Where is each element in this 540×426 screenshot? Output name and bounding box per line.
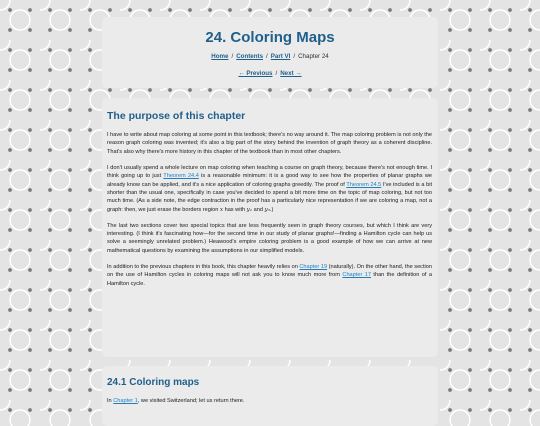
breadcrumb-separator: / [266, 53, 268, 60]
section-heading: The purpose of this chapter [107, 110, 246, 122]
breadcrumb [102, 53, 438, 60]
chapter-1-link[interactable]: Chapter 1 [113, 398, 138, 404]
paragraph-text: , we visited Switzerland; let us return there. [137, 398, 245, 404]
paragraph-text: I don't usually spend a whole lecture on map coloring when teaching a course on graph theory, because there's not enough time. I think going up to just [107, 164, 432, 180]
coloring-maps-section [102, 366, 438, 426]
paragraph-text: is a reasonable minimum: it is a good way to see how the properties of planar graphs we already know can be applied, and it's a nice application of coloring graphs greedily. The proof of [107, 173, 432, 188]
chapter-purpose-section [102, 98, 438, 357]
paragraph-text: than the definition of a Hamilton cycle. [107, 272, 432, 287]
theorem-24-4-link[interactable]: Theorem 24.4 [163, 173, 199, 180]
page-title: 24. Coloring Maps [205, 29, 335, 46]
paragraph-text: has with [223, 206, 247, 213]
chapter-19-link[interactable]: Chapter 19 [299, 263, 328, 270]
paragraph-text: and [252, 206, 265, 213]
paragraph-text: .) [269, 206, 274, 213]
chapter-pager [102, 70, 438, 77]
breadcrumb-home-link[interactable]: Home [211, 53, 229, 60]
chapter-header [102, 17, 438, 88]
paragraph: The last two sections cover two special topics that are less frequently seen in graph theory courses, but which I think are very interesting. (I think it's fascinating how—for the second time in our study of planar graphs!—finding a Hamilton cycle can help us solve a seemingly unrelated problem.) Heawood's empire coloring problem is a good example of how we can arrive at new mathematical questions by examining the assumptions in our simplified models. [107, 222, 432, 254]
breadcrumb-separator: / [293, 53, 296, 60]
breadcrumb-separator: / [231, 53, 234, 60]
next-chapter-link[interactable]: Next → [280, 70, 302, 77]
paragraph: I have to write about map coloring at some point in this textbook; there's no way around it. The map coloring problem is not only the reason graph coloring was invented; it's also a big part of the story behind the invention of graph theory as a coherent discipline. That's also why there's more history in this chapter of the textbook than in most other chapters. [107, 132, 432, 155]
breadcrumb-part-link[interactable]: Part VI [270, 53, 291, 60]
paragraph-text: In addition to the previous chapters in this book, this chapter heavily relies on [107, 263, 300, 270]
chapter-17-link[interactable]: Chapter 17 [342, 272, 371, 279]
paragraph-text: (naturally). On the other hand, the section on the use of Hamilton cycles in coloring maps will not ask you to know much more from [107, 263, 432, 279]
previous-chapter-link[interactable]: ← Previous [238, 70, 273, 77]
pager-separator: / [275, 70, 278, 77]
breadcrumb-current: Chapter 24 [298, 53, 329, 60]
subsection-heading: 24.1 Coloring maps [107, 377, 200, 388]
paragraph-text: I've included is a bit shorter than the usual one, specifically in case you've decided to spend a bit more time on the topic of map coloring, but not too much time. (As a side note, the edge contraction in the proof has a particularly nice representation if we are coloring a map, not a graph: then, we just erase the borders region [107, 181, 432, 213]
theorem-24-5-link[interactable]: Theorem 24.5 [346, 181, 382, 188]
breadcrumb-contents-link[interactable]: Contents [236, 53, 264, 60]
paragraph [107, 397, 432, 405]
paragraph-text: In [107, 398, 114, 404]
math-variable: x [219, 206, 224, 213]
math-variable: y₁ [246, 206, 253, 213]
paragraph [107, 164, 432, 214]
paragraph [107, 263, 432, 288]
math-variable: y₃ [264, 206, 270, 213]
